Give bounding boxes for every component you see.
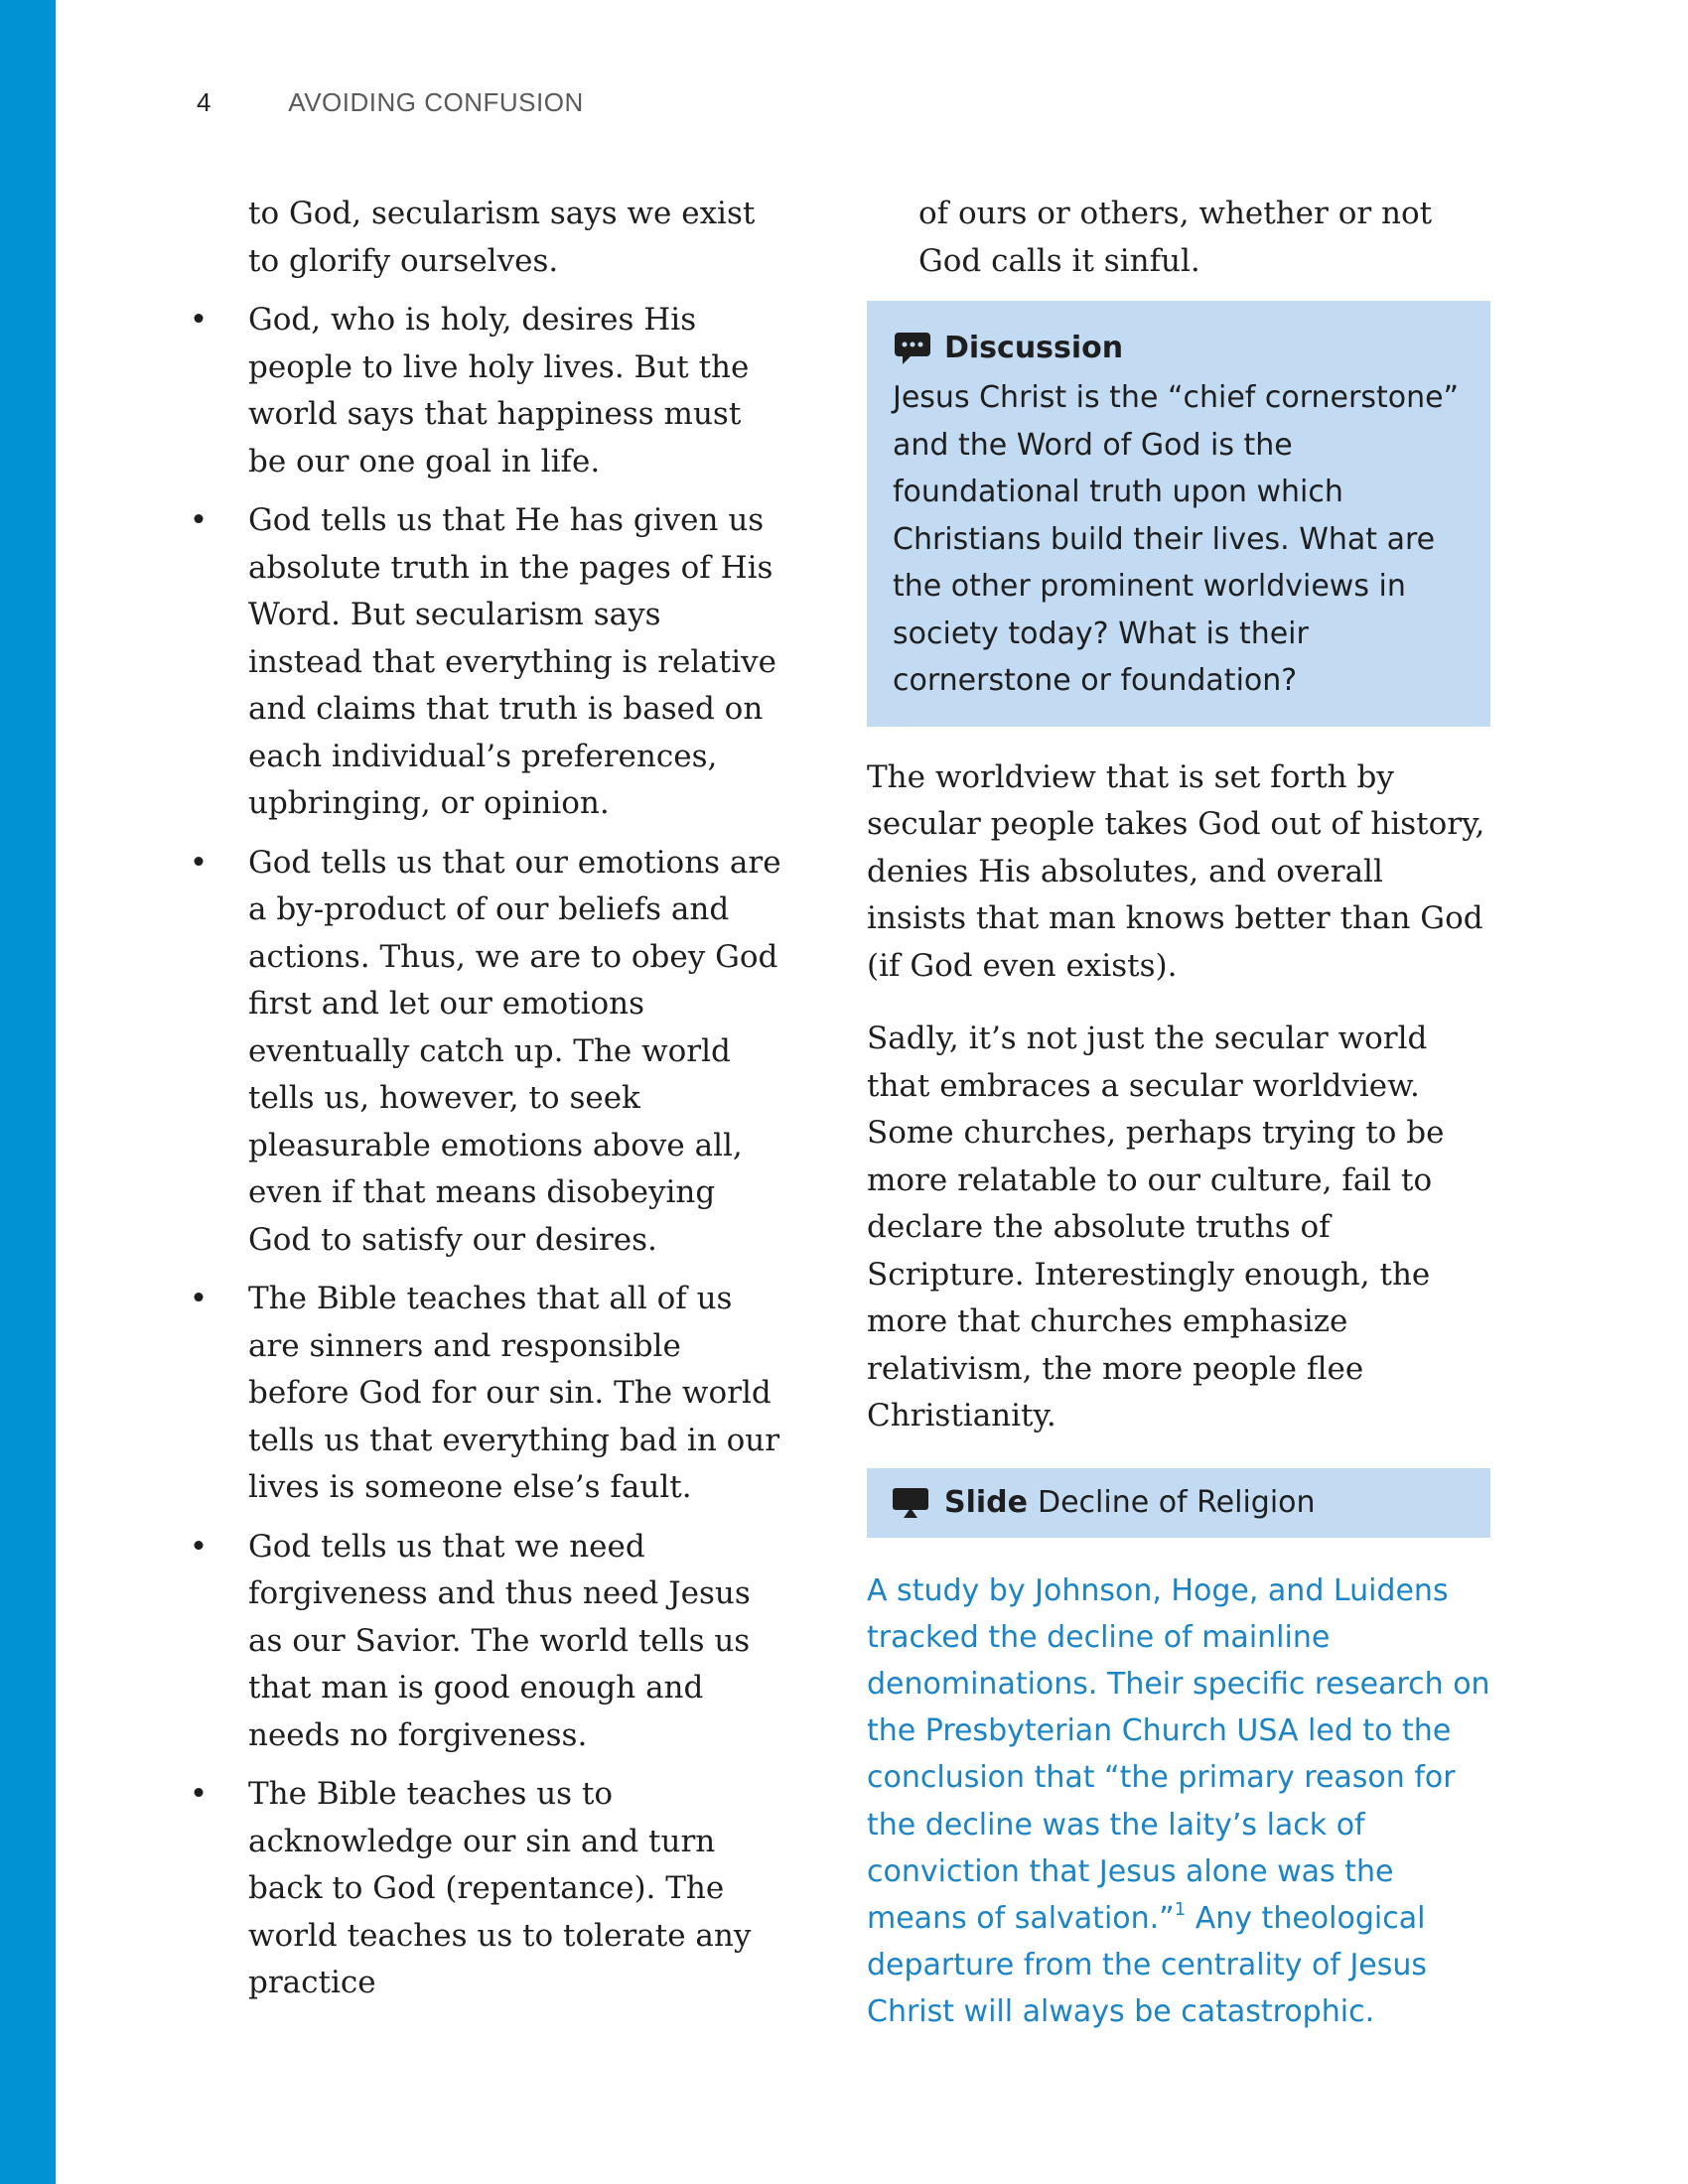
bullet-icon: • xyxy=(189,1281,209,1316)
list-item xyxy=(189,840,784,1265)
slide-title: Decline of Religion xyxy=(1038,1484,1316,1520)
body-paragraph: Sadly, it’s not just the secular world that embraces a secular worldview. Some churches, perhaps trying to be more relatable to our culture, fail to declare the absolute truths of Scripture. Interestingly enough, the more that churches emphasize relativism, the more people flee Christianity. xyxy=(867,1021,1445,1433)
bullet-icon: • xyxy=(189,844,209,881)
list-item xyxy=(189,1524,784,1760)
bullet-list xyxy=(189,297,784,2007)
running-title: AVOIDING CONFUSION xyxy=(288,87,584,117)
study-text-before: A study by Johnson, Hoge, and Luidens tracked the decline of mainline denominations. Their specific research on the Presbyterian Church USA led to the conclusion that “the primary reason for the decline was the laity’s lack of conviction that Jesus alone was the means of salvation.” xyxy=(867,1572,1490,1936)
slide-screen-icon xyxy=(891,1486,930,1520)
discussion-text: Jesus Christ is the “chief cornerstone” and the Word of God is the foundational truth upon which Christians build their lives. What are the other prominent worldviews in society today? What is their cornerstone or foundation? xyxy=(893,380,1460,698)
study-text-after: Any theological departure from the centrality of Jesus Christ will always be catastrophic. xyxy=(867,1900,1428,2030)
body-paragraph: The worldview that is set forth by secular people takes God out of history, denies His absolutes, and overall insists that man knows better than God (if God even exists). xyxy=(867,758,1485,984)
list-item-text: God tells us that our emotions are a by-product of our beliefs and actions. Thus, we are to obey God first and let our emotions eventually catch up. The world tells us, however, to seek pleasurable emotions above all, even if that means disobeying God to satisfy our desires. xyxy=(248,844,781,1258)
discussion-heading-label: Discussion xyxy=(944,331,1124,365)
slide-label: Slide xyxy=(944,1484,1028,1520)
list-item-text: The Bible teaches that all of us are sinners and responsible before God for our sin. The world tells us that everything bad in our lives is someone else’s fault. xyxy=(248,1281,780,1505)
slide-callout xyxy=(867,1468,1490,1538)
discussion-heading xyxy=(893,329,1465,368)
continuation-text: to God, secularism says we exist to glorify ourselves. xyxy=(248,196,756,279)
left-column xyxy=(189,191,784,2019)
bullet-icon: • xyxy=(189,1776,209,1812)
page-edge-bar xyxy=(0,0,56,2184)
right-column xyxy=(867,191,1490,2036)
list-item-text: The Bible teaches us to acknowledge our sin and turn back to God (repentance). The world teaches us to tolerate any practice xyxy=(248,1776,752,2000)
list-item-text: God tells us that He has given us absolute truth in the pages of His Word. But secularism says instead that everything is relative and claims that truth is based on each individual’s preferences, upbringing, or opinion. xyxy=(248,502,776,821)
list-item-text: God tells us that we need forgiveness and thus need Jesus as our Savior. The world tells us that man is good enough and needs no forgiveness. xyxy=(248,1528,751,1753)
page-number: 4 xyxy=(197,87,211,117)
list-item xyxy=(189,1771,784,2007)
footnote-marker: 1 xyxy=(1174,1898,1187,1920)
bullet-icon: • xyxy=(189,1528,209,1565)
bullet-icon: • xyxy=(189,502,209,538)
list-item xyxy=(189,1276,784,1512)
continuation-text-right: of ours or others, whether or not God calls it sinful. xyxy=(918,196,1433,279)
discussion-box xyxy=(867,301,1490,727)
speech-bubble-icon xyxy=(893,329,932,368)
study-paragraph xyxy=(867,1568,1490,2036)
list-item xyxy=(189,497,784,828)
list-item-text: God, who is holy, desires His people to live holy lives. But the world says that happiness must be our one goal in life. xyxy=(248,302,750,479)
bullet-icon: • xyxy=(189,302,209,338)
running-header xyxy=(197,87,584,118)
list-item xyxy=(189,297,784,485)
